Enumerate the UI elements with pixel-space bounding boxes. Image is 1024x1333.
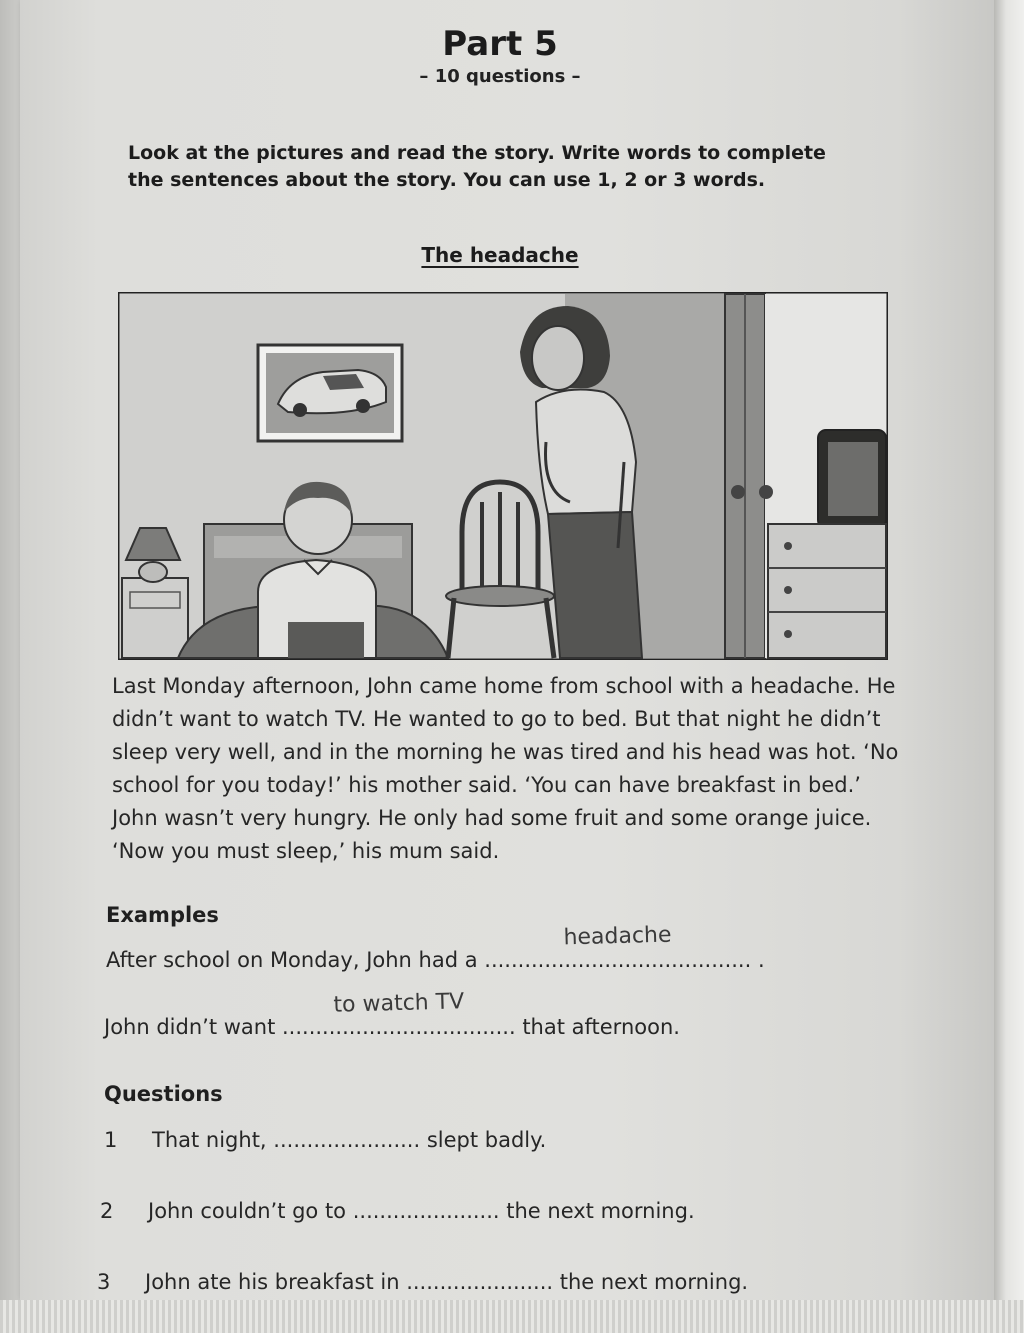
handwritten-answer: to watch TV bbox=[333, 989, 465, 1018]
example-text-after: that afternoon. bbox=[515, 1015, 680, 1039]
question-2 bbox=[100, 1199, 695, 1223]
handwritten-answer: headache bbox=[563, 922, 673, 951]
question-number: 3 bbox=[97, 1270, 111, 1294]
examples-heading: Examples bbox=[106, 903, 219, 927]
example-1 bbox=[106, 922, 765, 972]
question-text-after: slept badly. bbox=[420, 1128, 547, 1152]
story-title: The headache bbox=[421, 243, 579, 267]
blank-dots: ................................... bbox=[282, 1015, 516, 1039]
story-text: Last Monday afternoon, John came home from school with a headache. He didn’t want to watch TV. He wanted to go to bed. But that night he didn’t sleep very well, and in the morning he was tired and his head was hot. ‘No school for you today!’ his mother said. ‘You can have breakfast in bed.’ John wasn’t very hungry. He only had some fruit and some orange juice. ‘Now you must sleep,’ his mum said. bbox=[112, 674, 899, 863]
question-3 bbox=[97, 1270, 748, 1294]
page-stack-edge bbox=[0, 1300, 1024, 1333]
questions-heading: Questions bbox=[104, 1082, 223, 1106]
instructions: Look at the pictures and read the story. Write words to complete the sentences about the story. You can use 1, 2 or 3 words. bbox=[128, 142, 826, 191]
blank-dots: ........................................ bbox=[484, 948, 752, 972]
question-text-before: John ate his breakfast in bbox=[145, 1270, 407, 1294]
question-text-after: the next morning. bbox=[553, 1270, 749, 1294]
answer-blank[interactable]: ...................... bbox=[406, 1270, 554, 1294]
tv-icon bbox=[818, 430, 886, 528]
answer-blank[interactable]: ...................... bbox=[352, 1199, 500, 1223]
dresser-icon bbox=[768, 524, 886, 658]
example-text-before: After school on Monday, John had a bbox=[106, 948, 485, 972]
question-text-after: the next morning. bbox=[499, 1199, 695, 1223]
question-text-before: John couldn’t go to bbox=[148, 1199, 353, 1223]
question-number: 1 bbox=[104, 1128, 118, 1152]
question-1 bbox=[104, 1128, 546, 1152]
page-title: Part 5 bbox=[442, 24, 558, 64]
question-text-before: That night, bbox=[152, 1128, 274, 1152]
story-illustration bbox=[118, 292, 888, 660]
example-text-after: . bbox=[751, 948, 765, 972]
page-subtitle: – 10 questions – bbox=[419, 66, 581, 87]
example-text-before: John didn’t want bbox=[104, 1015, 282, 1039]
question-number: 2 bbox=[100, 1199, 114, 1223]
car-picture-icon bbox=[258, 345, 402, 441]
page-edge bbox=[994, 0, 1024, 1333]
answer-blank[interactable]: ...................... bbox=[273, 1128, 421, 1152]
answer-blank bbox=[282, 989, 516, 1039]
door-knob-icon bbox=[731, 485, 745, 499]
example-2 bbox=[104, 989, 680, 1039]
answer-blank bbox=[484, 922, 752, 972]
